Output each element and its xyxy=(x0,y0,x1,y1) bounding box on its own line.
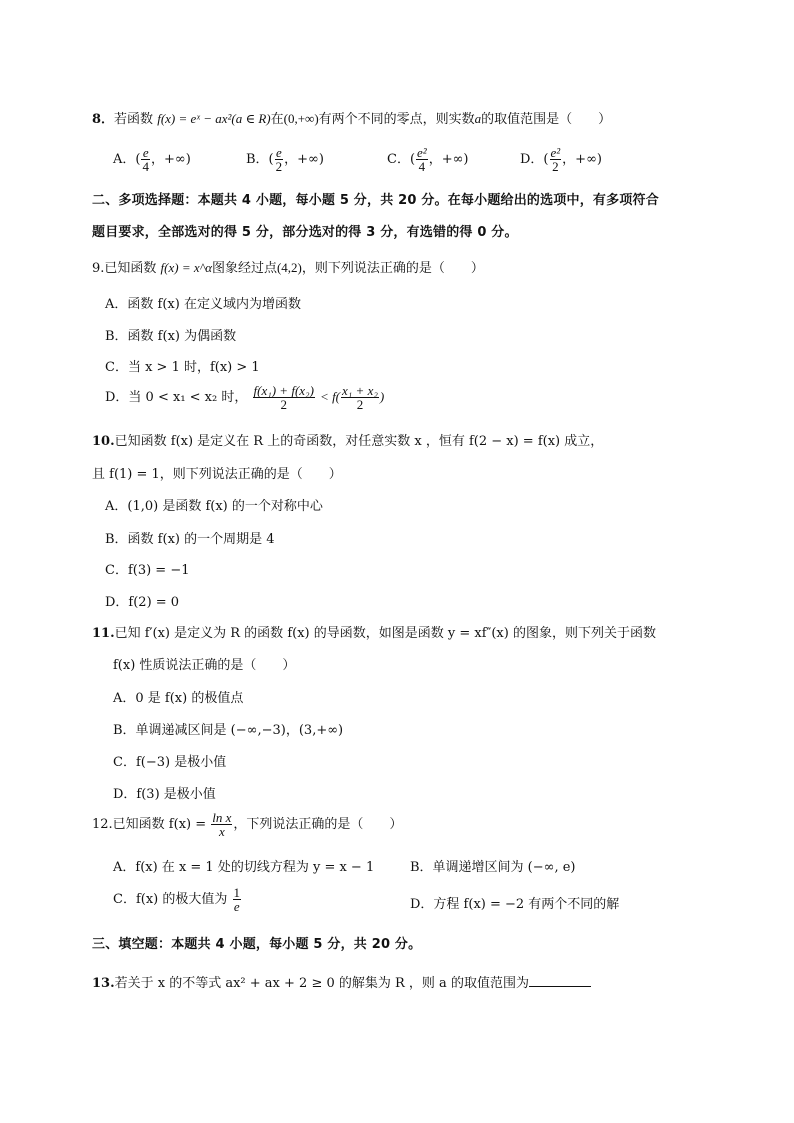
q9-option-d: D．当 0 < x₁ < x₂ 时， $\frac{\text{f(x₁) + f(x₂)}}{2}$ < f( $\frac{\text{x₁ + x₂}}{2}$ ) xyxy=(105,383,385,412)
q12-fraction: $\frac{\text{ln x}}{x}$ xyxy=(212,810,232,839)
q10-option-a: A．(1,0) 是函数 f(x) 的一个对称中心 xyxy=(105,499,323,514)
q11-option-b: B．单调递减区间是 (−∞,−3)，(3,+∞) xyxy=(113,723,344,738)
q9-stem: 9.已知函数 f(x) = x^α图象经过点(4,2)，则下列说法正确的是（ ） xyxy=(92,260,484,276)
q10-stem-cont: 且 f(1) = 1，则下列说法正确的是（ ） xyxy=(92,467,342,482)
q13-stem: 13.若关于 x 的不等式 ax² + ax + 2 ≥ 0 的解集为 R ，则 a 的取值范围为 xyxy=(92,972,591,991)
q10-option-b: B．函数 f(x) 的一个周期是 4 xyxy=(105,532,275,547)
q11-option-a: A．0 是 f(x) 的极值点 xyxy=(113,691,244,706)
q12-fraction-c: $\frac{1}{e}$ xyxy=(233,885,241,914)
q8-option-d: D．( $\frac{\text{e²}}{2}$ ，+∞) xyxy=(520,145,602,174)
q13-answer-blank[interactable] xyxy=(529,974,591,987)
q9-option-c: C．当 x > 1 时，f(x) > 1 xyxy=(105,360,260,375)
q12-option-c: C．f(x) 的极大值为 $\frac{1}{e}$ xyxy=(113,885,241,914)
q10-stem: 10.已知函数 f(x) 是定义在 R 上的奇函数，对任意实数 x ，恒有 f(2 − x) = f(x) 成立， xyxy=(92,434,604,449)
section-2-heading: 二、多项选择题：本题共 4 小题，每小题 5 分，共 20 分。在每小题给出的选项中，有多项符合 xyxy=(92,193,659,208)
q9-fraction-left: $\frac{\text{f(x₁) + f(x₂)}}{2}$ xyxy=(253,383,314,412)
q8-option-b: B．( $\frac{e}{2}$ ，+∞) xyxy=(246,145,324,174)
section-2-heading-cont: 题目要求，全部选对的得 5 分，部分选对的得 3 分，有选错的得 0 分。 xyxy=(92,225,518,240)
q10-option-c: C．f(3) = −1 xyxy=(105,563,190,578)
q10-option-d: D．f(2) = 0 xyxy=(105,595,180,610)
q8-option-c: C．( $\frac{\text{e²}}{4}$ ，+∞) xyxy=(387,145,469,174)
q9-option-b: B．函数 f(x) 为偶函数 xyxy=(105,329,237,344)
q11-option-c: C．f(−3) 是极小值 xyxy=(113,755,227,770)
q8-fraction-d: $\frac{\text{e²}}{2}$ xyxy=(550,145,561,174)
q8-fraction-b: $\frac{e}{2}$ xyxy=(275,145,283,174)
section-3-heading: 三、填空题：本题共 4 小题，每小题 5 分，共 20 分。 xyxy=(92,937,422,952)
q11-stem-cont: f(x) 性质说法正确的是（ ） xyxy=(113,658,296,673)
q8-option-a: A．( $\frac{e}{4}$ ，+∞) xyxy=(113,145,191,174)
q9-option-a: A．函数 f(x) 在定义域内为增函数 xyxy=(105,297,301,312)
q12-option-a: A．f(x) 在 x = 1 处的切线方程为 y = x − 1 xyxy=(113,860,375,875)
q8-stem: 8．若函数 f(x) = eˣ − ax²(a ∈ R)在(0,+∞)有两个不同的零点，则实数a的取值范围是（ ） xyxy=(92,111,612,127)
q11-option-d: D．f(3) 是极小值 xyxy=(113,787,216,802)
q12-option-d: D．方程 f(x) = −2 有两个不同的解 xyxy=(410,897,620,912)
q8-fraction-c: $\frac{\text{e²}}{4}$ xyxy=(417,145,427,174)
q9-fraction-right: $\frac{\text{x₁ + x₂}}{2}$ xyxy=(342,383,378,412)
q8-fraction-a: $\frac{e}{4}$ xyxy=(142,145,149,174)
q12-stem: 12.已知函数 f(x) = $\frac{\text{ln x}}{x}$ ，下列说法正确的是（ ） xyxy=(92,810,403,839)
q12-option-b: B．单调递增区间为 (−∞, e) xyxy=(410,860,576,875)
q11-stem: 11.已知 f′(x) 是定义为 R 的函数 f(x) 的导函数，如图是函数 y = xf″(x) 的图象，则下列关于函数 xyxy=(92,626,656,641)
